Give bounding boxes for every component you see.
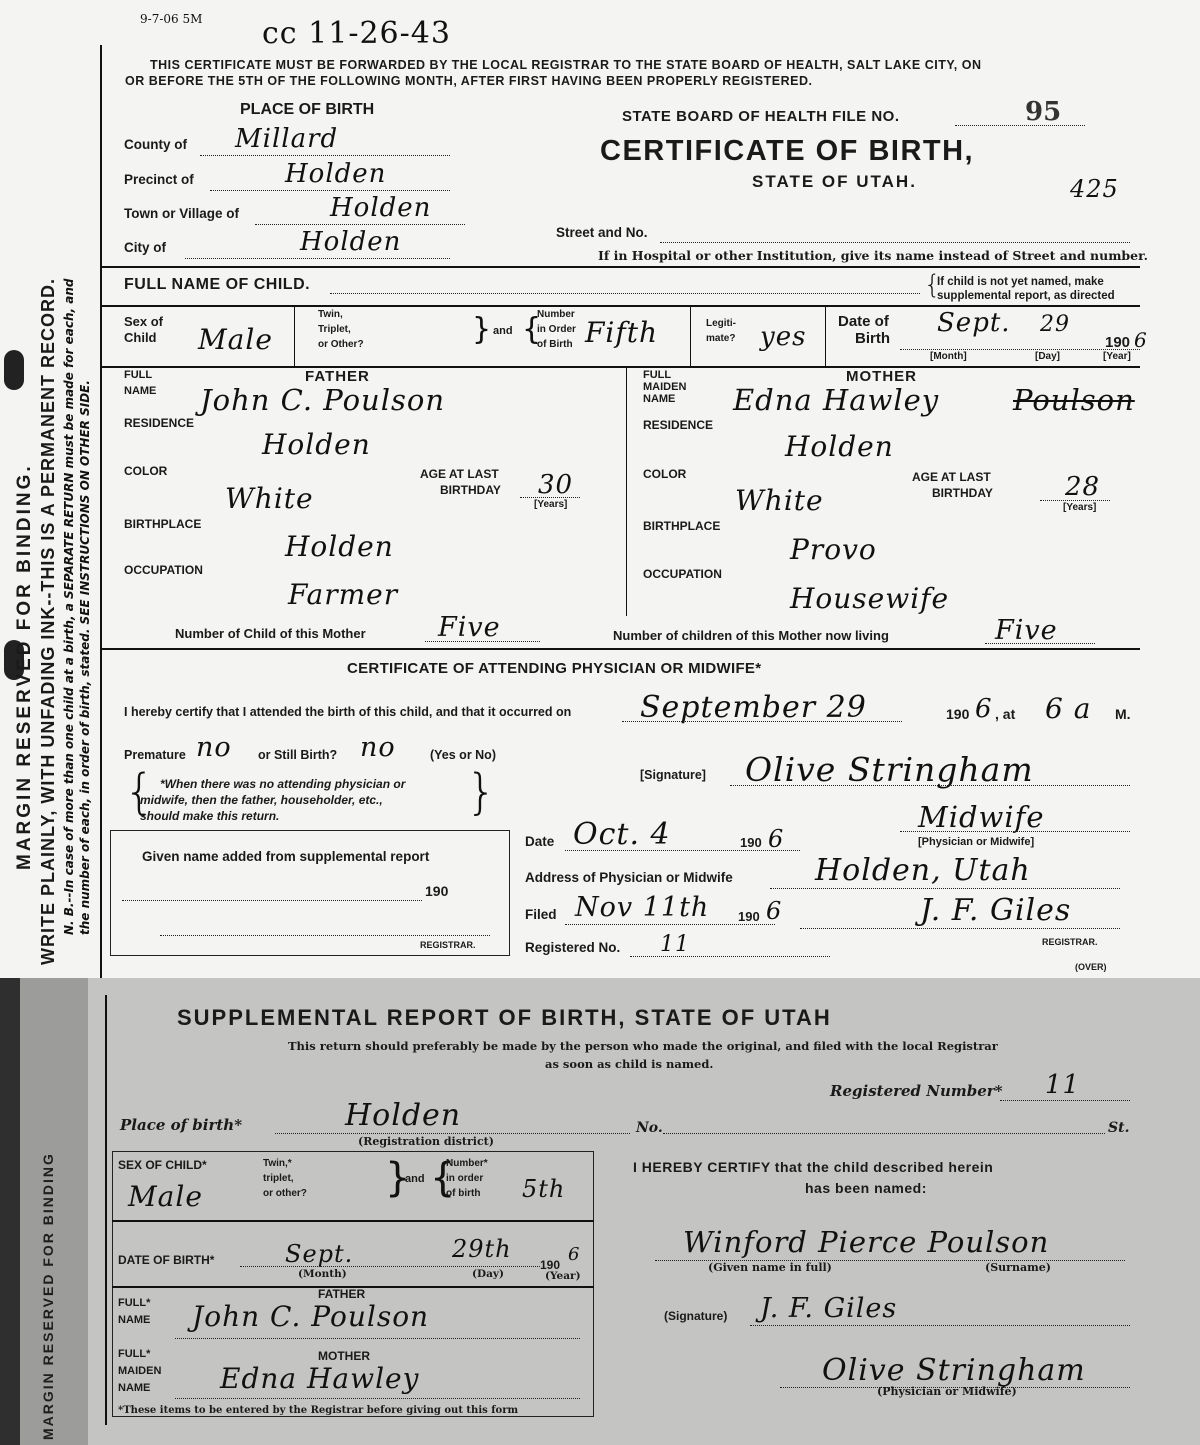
town-value: Holden: [330, 193, 432, 223]
form-left-border: [100, 45, 102, 978]
supplement-order-value: 5th: [522, 1175, 566, 1203]
registrar-signature: J. F. Giles: [920, 893, 1072, 928]
address-label: Address of Physician or Midwife: [525, 870, 733, 885]
county-value: Millard: [235, 124, 339, 154]
dob-day: 29: [1040, 312, 1070, 337]
sign-date-label: Date: [525, 834, 555, 849]
supplement-and-label: and: [405, 1173, 425, 1185]
city-value: Holden: [300, 227, 402, 257]
supplement-mother-label-3: NAME: [118, 1382, 151, 1394]
supplement-day-caption: (Day): [472, 1268, 504, 1280]
sex-value: Male: [198, 323, 273, 356]
mother-name-label-3: NAME: [643, 393, 676, 405]
order-value: Fifth: [585, 316, 659, 349]
supplement-dob-month: Sept.: [285, 1240, 354, 1268]
premature-value: no: [196, 732, 232, 763]
twin-label: Twin,: [318, 309, 343, 320]
supplement-place-label: Place of birth*: [120, 1116, 243, 1134]
legit-label-2: mate?: [706, 333, 736, 344]
precinct-label: Precinct of: [124, 172, 194, 187]
father-years-caption: [Years]: [534, 499, 568, 510]
not-named-note-1: If child is not yet named, make: [937, 276, 1104, 288]
supplement-certify-line-2: has been named:: [805, 1180, 927, 1196]
supplement-given-name-value: Winford Pierce Poulson: [683, 1225, 1050, 1259]
mother-birthplace-value: Provo: [790, 533, 877, 566]
father-age-label-2: BIRTHDAY: [440, 483, 501, 497]
given-name-box-label: Given name added from supplemental report: [142, 849, 430, 864]
month-caption: [Month]: [930, 351, 967, 362]
father-heading: FATHER: [305, 368, 370, 385]
supplement-surname-caption: (Surname): [985, 1261, 1051, 1274]
supplement-given-caption: (Given name in full): [708, 1261, 832, 1274]
mother-occupation-value: Housewife: [790, 582, 950, 615]
dob-month: Sept.: [937, 308, 1011, 338]
permanent-record-text: WRITE PLAINLY, WITH UNFADING INK--THIS IS A PERMANENT RECORD.: [38, 277, 58, 965]
order-label-3: of Birth: [537, 339, 573, 350]
at-label: , at: [995, 706, 1016, 722]
supplement-year-caption: (Year): [545, 1270, 581, 1282]
and-label: and: [493, 325, 513, 337]
certify-text: I hereby certify that I attended the birth of this child, and that it occurred on: [124, 705, 572, 719]
mother-birthplace-label: BIRTHPLACE: [643, 519, 721, 533]
place-of-birth-heading: PLACE OF BIRTH: [240, 101, 375, 118]
no-physician-note-2: midwife, then the father, householder, etc.,: [140, 793, 383, 807]
father-birthplace-value: Holden: [285, 530, 394, 563]
registered-number-label: Registered No.: [525, 940, 621, 955]
signature-label: [Signature]: [640, 768, 706, 782]
margin-note-2: the number of each, in order of birth, stated. SEE INSTRUCTIONS ON OTHER SIDE.: [78, 380, 92, 935]
child-number-value: Five: [438, 612, 501, 643]
county-label: County of: [124, 137, 187, 152]
birth-time-value: 6 a: [1045, 692, 1092, 725]
supplement-subtitle-2: as soon as child is named.: [545, 1057, 714, 1071]
supplement-order-label-3: of birth: [446, 1188, 481, 1199]
dob-year-prefix: 190: [1105, 334, 1131, 351]
physician-title-caption: [Physician or Midwife]: [918, 836, 1035, 848]
supplement-st-label: St.: [1108, 1120, 1130, 1136]
mother-heading: MOTHER: [846, 368, 917, 385]
supplement-twin-label: Twin,*: [263, 1158, 292, 1169]
supplement-dob-year-prefix: 190: [540, 1258, 561, 1272]
father-residence-label: RESIDENCE: [124, 416, 195, 430]
mother-age-value: 28: [1065, 472, 1101, 502]
supplement-order-label: Number*: [446, 1158, 488, 1169]
sign-date-value: Oct. 4: [573, 817, 671, 852]
child-number-label: Number of Child of this Mother: [175, 626, 366, 641]
supplement-no-label: No.: [636, 1120, 663, 1136]
still-birth-value: no: [360, 732, 396, 763]
father-age-value: 30: [538, 470, 574, 500]
form-code: 9-7-06 5M: [140, 12, 203, 26]
supplement-certify-line-1: I HEREBY CERTIFY that the child described herein: [633, 1159, 994, 1175]
supplement-dob-label: DATE OF BIRTH*: [118, 1253, 215, 1267]
father-age-label: AGE AT LAST: [420, 467, 499, 481]
dob-label-2: Birth: [855, 330, 890, 347]
birth-year-prefix: 190: [946, 706, 970, 722]
physician-title-value: Midwife: [918, 800, 1045, 834]
order-label: Number: [537, 309, 575, 320]
legit-label: Legiti-: [706, 318, 736, 329]
registered-number-value: 11: [660, 932, 690, 957]
birth-date-value: September 29: [640, 690, 867, 725]
day-caption: [Day]: [1035, 351, 1061, 362]
instruction-line-1: THIS CERTIFICATE MUST BE FORWARDED BY THE LOCAL REGISTRAR TO THE STATE BOARD OF HEALTH, SALT LAKE CITY, ON: [150, 58, 982, 72]
hospital-note: If in Hospital or other Institution, give its name instead of Street and number.: [598, 248, 1148, 263]
supplement-place-value: Holden: [345, 1098, 462, 1133]
address-value: Holden, Utah: [815, 853, 1031, 888]
supplement-sex-value: Male: [128, 1180, 203, 1213]
supplement-sex-label: SEX OF CHILD*: [118, 1158, 207, 1172]
meridian-label: M.: [1115, 706, 1131, 722]
children-living-label: Number of children of this Mother now living: [613, 628, 889, 643]
supplement-midwife-signature: Olive Stringham: [822, 1353, 1086, 1388]
mother-age-label-2: BIRTHDAY: [932, 486, 993, 500]
mother-residence-value: Holden: [785, 430, 894, 463]
no-physician-note-1: *When there was no attending physician or: [160, 777, 406, 791]
supplement-father-value: John C. Poulson: [192, 1300, 430, 1333]
city-label: City of: [124, 240, 166, 255]
supplement-dob-year-suffix: 6: [568, 1244, 581, 1265]
filed-date-value: Nov 11th: [575, 892, 710, 923]
mother-years-caption: [Years]: [1063, 502, 1097, 513]
dob-year-suffix: 6: [1134, 328, 1148, 352]
mother-name-value: Edna Hawley: [733, 383, 940, 417]
full-name-label: FULL NAME OF CHILD.: [124, 276, 311, 293]
supplement-father-heading: FATHER: [318, 1287, 366, 1301]
sign-year-suffix: 6: [768, 825, 785, 853]
father-residence-value: Holden: [262, 428, 371, 461]
supplement-subtitle-1: This return should preferably be made by the person who made the original, and filed with the local Registrar: [288, 1039, 998, 1053]
mother-occupation-label: OCCUPATION: [643, 567, 722, 581]
physician-heading: CERTIFICATE OF ATTENDING PHYSICIAN OR MIDWIFE*: [347, 660, 762, 677]
supplement-footnote: *These items to be entered by the Registrar before giving out this form: [118, 1405, 519, 1416]
filed-label: Filed: [525, 907, 557, 922]
filed-year-suffix: 6: [766, 897, 783, 925]
mother-age-label: AGE AT LAST: [912, 470, 991, 484]
filed-year-prefix: 190: [738, 909, 760, 924]
supplement-father-label: FULL*: [118, 1297, 151, 1309]
dob-label: Date of: [838, 313, 889, 330]
mother-name-label: FULL: [643, 369, 672, 381]
other-label: or Other?: [318, 339, 364, 350]
supplement-registered-value: 11: [1045, 1070, 1081, 1100]
father-name-label: FULL: [124, 369, 153, 381]
supplement-title: SUPPLEMENTAL REPORT OF BIRTH, STATE OF UTAH: [177, 1005, 832, 1030]
father-color-value: White: [225, 482, 314, 515]
physician-signature: Olive Stringham: [745, 750, 1034, 789]
instruction-line-2: OR BEFORE THE 5TH OF THE FOLLOWING MONTH, AFTER FIRST HAVING BEEN PROPERLY REGISTERED.: [125, 74, 813, 88]
handwritten-number: 425: [1070, 175, 1119, 203]
birth-year-suffix: 6: [975, 694, 993, 724]
legitimate-value: yes: [760, 322, 807, 352]
precinct-value: Holden: [285, 159, 387, 189]
father-occupation-value: Farmer: [288, 578, 399, 611]
punch-hole: [4, 350, 24, 390]
file-number-value: 95: [1025, 97, 1062, 127]
sex-label-2: Child: [124, 330, 157, 345]
supplement-place-caption: (Registration district): [358, 1135, 494, 1148]
sex-label: Sex of: [124, 314, 164, 329]
sign-year-prefix: 190: [740, 835, 762, 850]
mother-color-label: COLOR: [643, 467, 687, 481]
order-label-2: in Order: [537, 324, 576, 335]
mother-name-label-2: MAIDEN: [643, 381, 687, 393]
certificate-title: CERTIFICATE OF BIRTH,: [600, 135, 975, 167]
margin-reserved-text: MARGIN RESERVED FOR BINDING.: [14, 463, 35, 870]
supplement-registrar-signature: J. F. Giles: [760, 1293, 898, 1324]
not-named-note-2: supplemental report, as directed: [937, 290, 1115, 302]
state-label: STATE OF UTAH.: [752, 172, 917, 191]
supplement-mother-label: FULL*: [118, 1348, 151, 1360]
given-name-year-prefix: 190: [425, 883, 449, 899]
supplement-mother-value: Edna Hawley: [220, 1362, 420, 1395]
supplement-month-caption: (Month): [298, 1268, 347, 1280]
still-birth-label: or Still Birth?: [258, 748, 338, 762]
supplement-other-label: or other?: [263, 1188, 307, 1199]
mother-color-value: White: [735, 484, 824, 517]
yes-no-caption: (Yes or No): [430, 748, 496, 762]
supplement-triplet-label: triplet,: [263, 1173, 294, 1184]
triplet-label: Triplet,: [318, 324, 351, 335]
father-birthplace-label: BIRTHPLACE: [124, 517, 202, 531]
father-occupation-label: OCCUPATION: [124, 563, 203, 577]
premature-label: Premature: [124, 748, 186, 762]
mother-name-struck: Poulson: [1013, 383, 1135, 417]
registrar-caption: REGISTRAR.: [1042, 937, 1098, 947]
year-caption: [Year]: [1103, 351, 1131, 362]
given-name-registrar-caption: REGISTRAR.: [420, 940, 476, 950]
supplement-father-label-2: NAME: [118, 1314, 151, 1326]
town-label: Town or Village of: [124, 206, 240, 221]
children-living-value: Five: [995, 615, 1058, 646]
no-physician-note-3: should make this return.: [140, 809, 280, 823]
supplement-registered-label: Registered Number*: [830, 1082, 1003, 1100]
supplement-mother-heading: MOTHER: [318, 1349, 370, 1363]
file-number-label: STATE BOARD OF HEALTH FILE NO.: [622, 108, 900, 125]
handwritten-annotation: cc 11-26-43: [262, 16, 451, 51]
supplement-signature-label: (Signature): [664, 1309, 728, 1323]
supplement-dob-day: 29th: [452, 1235, 512, 1263]
supplement-order-label-2: in order: [446, 1173, 484, 1184]
margin-note-1: N. B.--In case of more than one child at a birth, a SEPARATE RETURN must be made for each, and: [62, 278, 76, 935]
mother-residence-label: RESIDENCE: [643, 418, 714, 432]
supplement-midwife-caption: (Physician or Midwife): [877, 1385, 1017, 1398]
father-name-value: John C. Poulson: [200, 383, 446, 417]
supplement-margin-text: MARGIN RESERVED FOR BINDING: [40, 1152, 56, 1440]
supplement-mother-label-2: MAIDEN: [118, 1365, 162, 1377]
father-color-label: COLOR: [124, 464, 168, 478]
father-name-label-2: NAME: [124, 385, 157, 397]
street-label: Street and No.: [556, 225, 648, 240]
over-label: (OVER): [1075, 962, 1107, 972]
